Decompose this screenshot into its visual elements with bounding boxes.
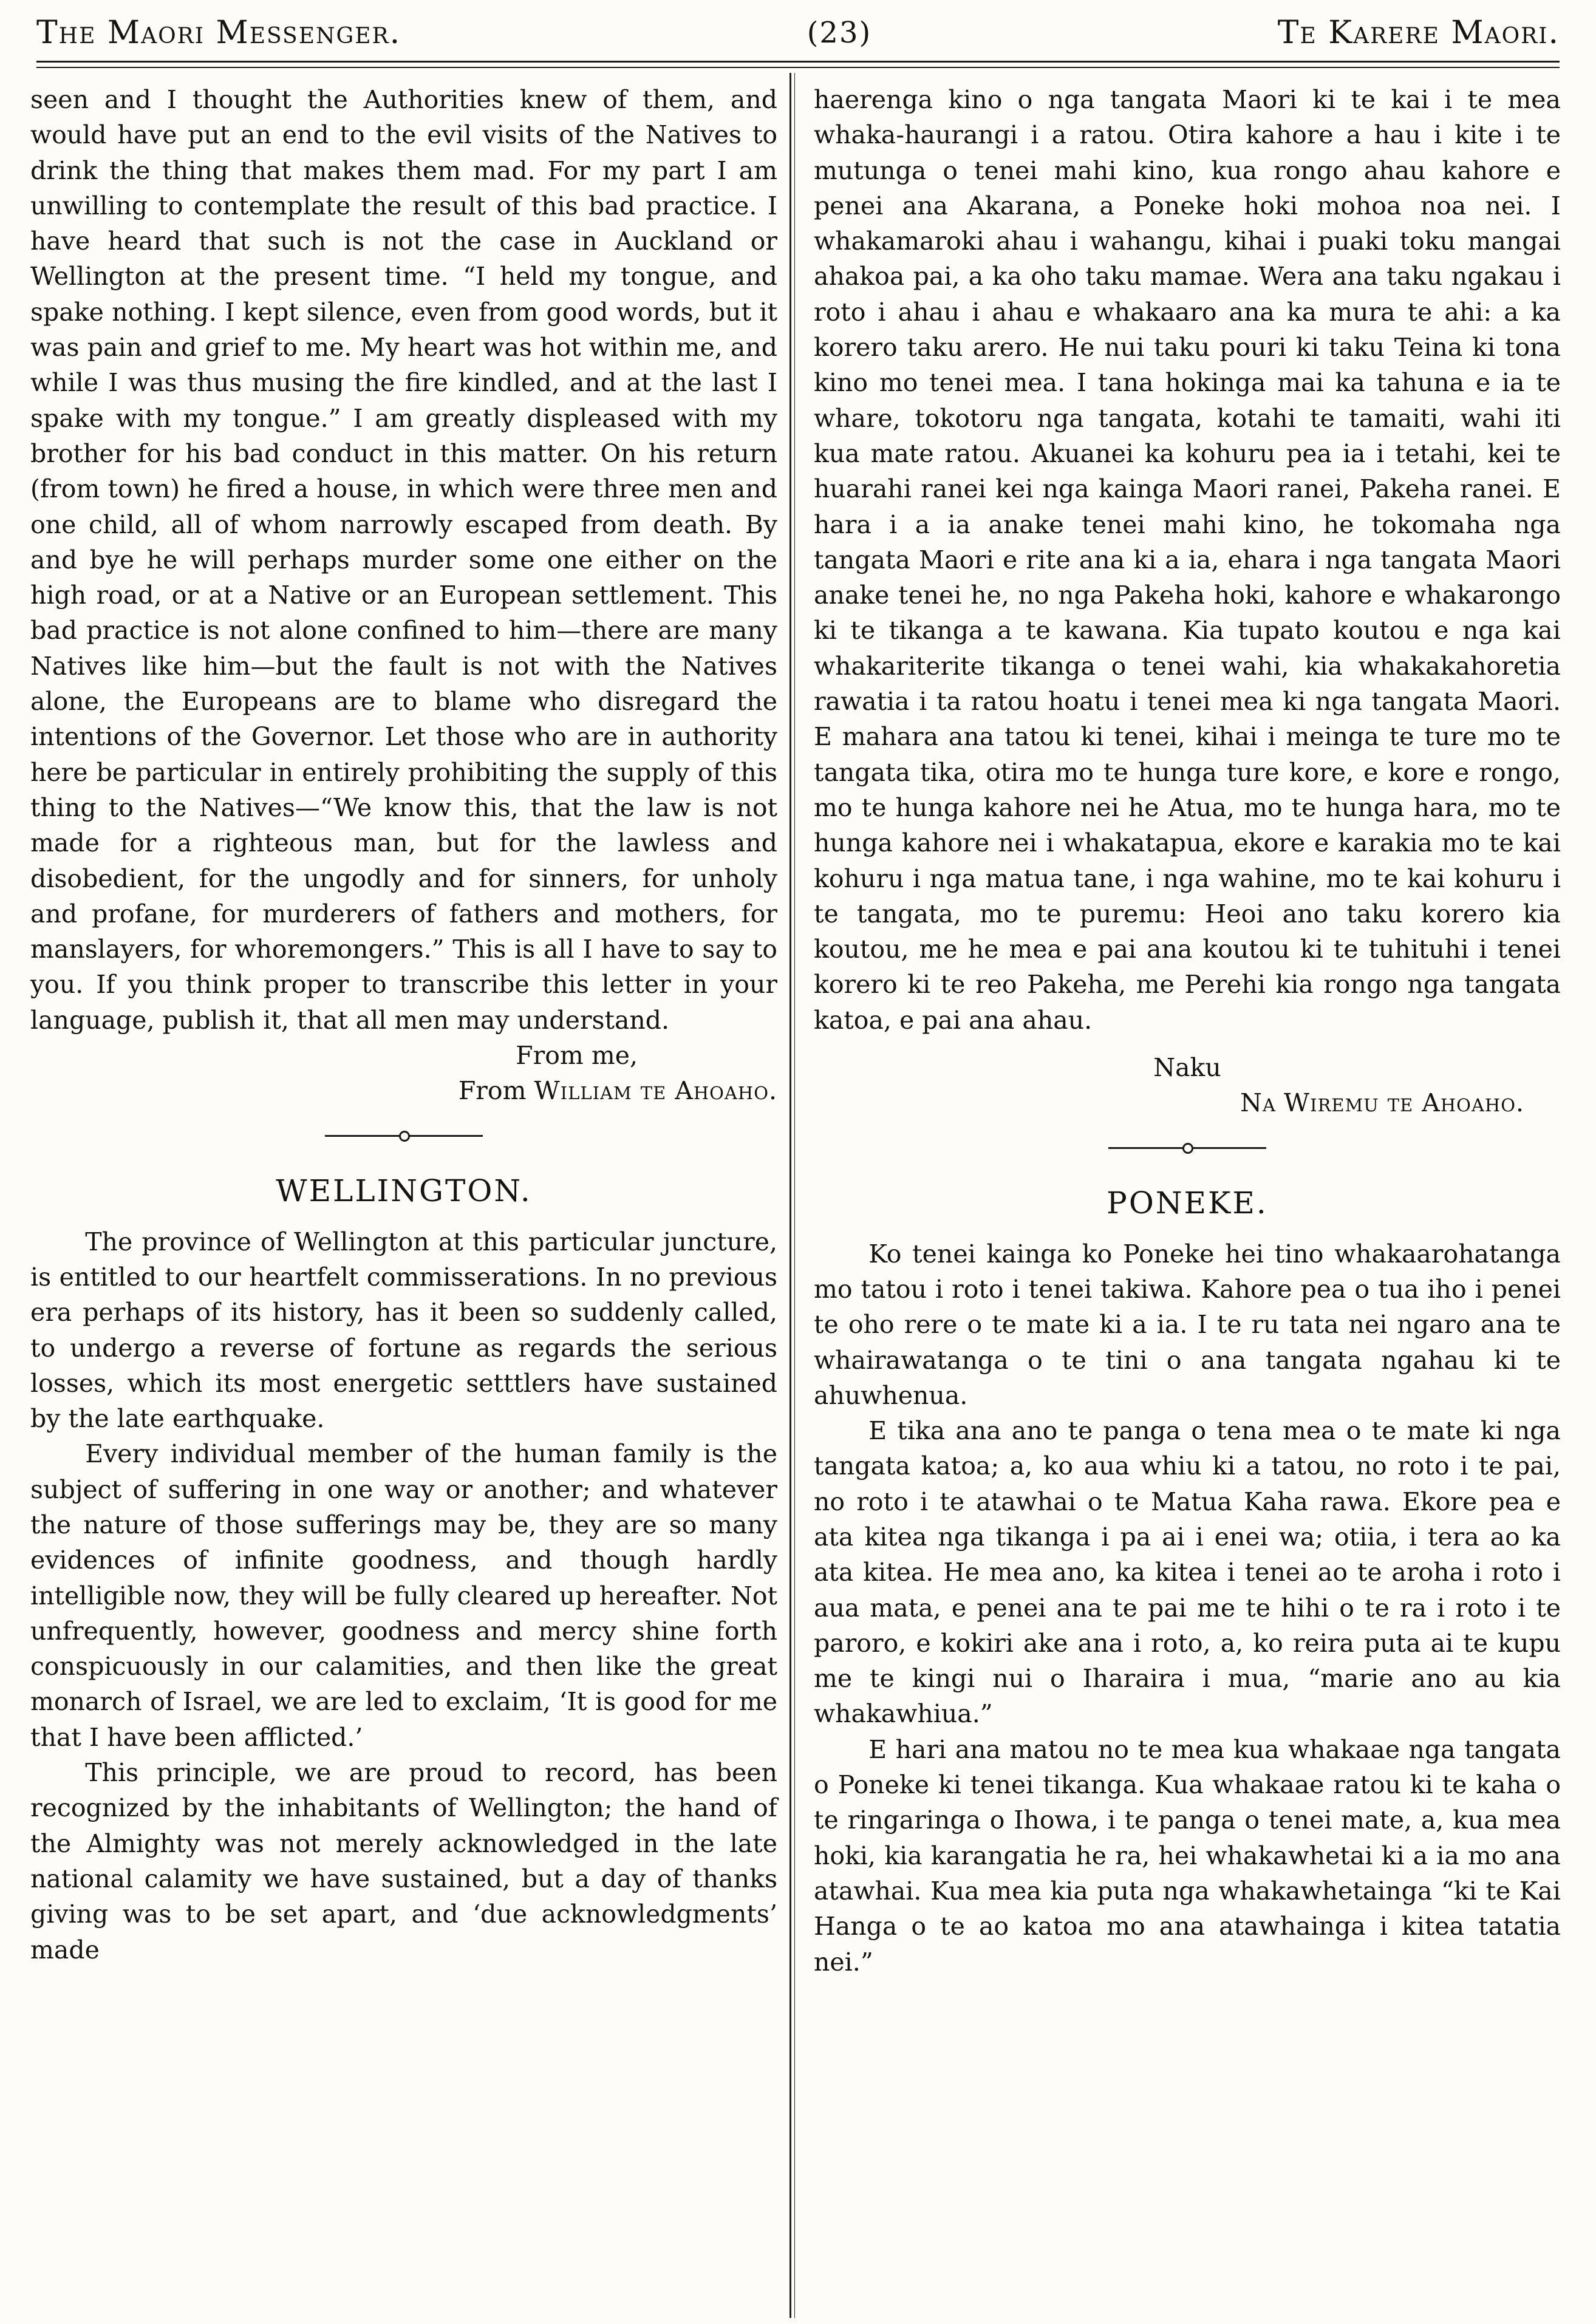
maori-paragraph: Ko tenei kainga ko Poneke hei tino whakaarohatanga mo tatou i roto i tenei takiwa. Kahore pea o tua iho i penei te oho rere o te mate ki a ia. I te ru tata nei ngaro ana te whairawatanga o te tini o ana tangata ngahau ki te ahuwhenua.	[814, 1239, 1561, 1410]
english-masthead-title: The Maori Messenger.	[36, 15, 401, 51]
maori-column	[814, 82, 1561, 2312]
header-rule	[36, 61, 1560, 63]
maori-paragraph: E hari ana matou no te mea kua whakaae nga tangata o Poneke ki tenei tikanga. Kua whakaae ratou ki te kaha o te ringaringa o Ihowa, i te panga o tenei mate, a, kua mea hoki, kia karangatia he ra, hei whakawhetai ki a ia mo ana atawhai. Kua mea kia puta nga whakawhetainga “ki te Kai Hanga o te ao katoa mo ana atawhainga i kitea tatatia nei.”	[814, 1734, 1561, 1977]
english-from-me: From me,	[516, 1041, 638, 1071]
running-head	[36, 9, 1560, 57]
english-letter-text: seen and I thought the Authorities knew of them, and would have put an end to the evil visits of the Natives to drink the thing that makes them mad. For my part I am unwilling to contemplate the result of this bad practice. I have heard that such is not the case in Auckland or Wellington at the present time. “I held my tongue, and spake nothing. I kept silence, even from good words, but it was pain and grief to me. My heart was hot within me, and while I was thus musing the fire kindled, and at the last I spake with my tongue.” I am greatly displeased with my brother for his bad conduct in this matter. On his return (from town) he fired a house, in which were three men and one child, all of whom narrowly escaped from death. By and bye he will perhaps murder some one either on the high road, or at a Native or an European settlement. This bad practice is not alone confined to him—there are many Natives like him—but the fault is not with the Natives alone, the Europeans are to blame who disregard the intentions of the Governor. Let those who are in authority here be particular in entirely prohibiting the supply of this thing to the Natives—“We know this, that the law is not made for a righteous man, but for the lawless and disobedient, for the ungodly and for sinners, for unholy and profane, for murderers of fathers and mothers, for manslayers, for whoremongers.” This is all I have to say to you. If you think proper to transcribe this letter in your language, publish it, that all men may understand.	[30, 85, 777, 1035]
maori-letter-text: haerenga kino o nga tangata Maori ki te kai i te mea whaka-haurangi i a ratou. Otira kahore a hau i kite i te mutunga o tenei mahi kino, kua rongo ahau kahore e penei ana Akarana, a Poneke hoki mohoa noa nei. I whakamaroki ahau i wahangu, kihai i puaki toku mangai ahakoa pai, a ka oho taku mamae. Wera ana taku ngakau i roto i ahau i ahau e whakaaro ana ka mura te ahi: a ka korero taku arero. He nui taku pouri ki taku Teina ki tona kino mo tenei mea. I tana hokinga mai ka tahuna e ia te whare, tokotoru nga tangata, kotahi te tamaiti, wahi iti kua mate ratou. Akuanei ka kohuru pea ia i tetahi, kei te huarahi ranei kei nga kainga Maori ranei, Pakeha ranei. E hara i a ia anake tenei mahi kino, he tokomaha nga tangata Maori e rite ana ki a ia, ehara i nga tangata Maori anake tenei he, no nga Pakeha hoki, kahore e whakarongo ki te tikanga a te kawana. Kia tupato koutou e nga kai whakariterite tikanga o tenei wahi, kia whakakahoretia rawatia i ta ratou hoatu i tenei mea ki nga tangata Maori. E mahara ana tatou ki tenei, kihai i meinga te ture mo te tangata tika, otira mo te hunga ture kore, e kore e rongo, mo te hunga kahore nei he Atua, mo te hunga hara, mo te hunga kahore nei i whakatapua, ekore e karakia mo te kai kohuru i nga matua tane, i nga wahine, mo te kai kohuru i te tangata, mo te puremu: Heoi ano taku korero kia koutou, me he mea e pai ana koutou ki te tuhituhi i tenei korero ki te reo Pakeha, me Perehi kia rongo nga tangata katoa, e pai ana ahau.	[814, 85, 1561, 1035]
column-divider-thin	[794, 73, 795, 2318]
english-signature-name: William te Ahoaho.	[534, 1076, 777, 1106]
column-divider	[789, 73, 791, 2318]
english-paragraph: Every individual member of the human family is the subject of suffering in one way or another; and whatever the nature of those sufferings may be, they are so many evidences of infinite goodness, and though hardly intelligible now, they will be fully cleared up hereafter. Not unfrequently, however, goodness and mercy shine forth conspicuously in our calamities, and then like the great monarch of Israel, we are led to exclaim, ‘It is good for me that I have been afflicted.’	[30, 1439, 777, 1752]
header-rule-thin	[36, 67, 1560, 68]
page-number: (23)	[807, 16, 872, 50]
maori-masthead-title: Te Karere Maori.	[1277, 15, 1560, 51]
maori-signature	[814, 1085, 1561, 1120]
english-signature-prefix: From	[458, 1076, 527, 1106]
maori-signature-prefix: Na	[1240, 1088, 1276, 1118]
section-ornament	[814, 1121, 1561, 1176]
english-signature	[30, 1073, 777, 1108]
english-paragraph: This principle, we are proud to record, has been recognized by the inhabitants of Wellington; the hand of the Almighty was not merely acknowledged in the late national calamity we have sustained, but a day of thanks giving was to be set apart, and ‘due acknowledgments’ made	[30, 1758, 777, 1964]
maori-naku: Naku	[1153, 1053, 1221, 1083]
english-paragraph: The province of Wellington at this particular juncture, is entitled to our heartfelt commisserations. In no previous era perhaps of its history, has it been so suddenly called, to undergo a reverse of fortune as regards the serious losses, which its most energetic setttlers have sustained by the late earthquake.	[30, 1227, 777, 1434]
section-ornament	[30, 1109, 777, 1164]
maori-signature-name: Wiremu te Ahoaho.	[1283, 1088, 1524, 1118]
english-column	[30, 82, 777, 2312]
maori-paragraph: E tika ana ano te panga o tena mea o te mate ki nga tangata katoa; a, ko aua whiu ki a tatou, no roto i te pai, no roto i te atawhai o te Matua Kaha rawa. Ekore pea e ata kitea nga tikanga i pa ai i enei wa; otiia, i tera ao ka ata kitea. He mea ano, ka kitea i tenei ao te aroha i roto i aua mata, e penei ana te pai me te hihi o te ra i roto i te paroro, e kokiri ake ana i roto, a, ko reira puta ai te kupu me te kingi nui o Iharaira i mua, “marie ano au kia whakawhiua.”	[814, 1416, 1561, 1729]
maori-section-title: PONEKE.	[1107, 1185, 1268, 1221]
english-section-title: WELLINGTON.	[276, 1173, 532, 1208]
